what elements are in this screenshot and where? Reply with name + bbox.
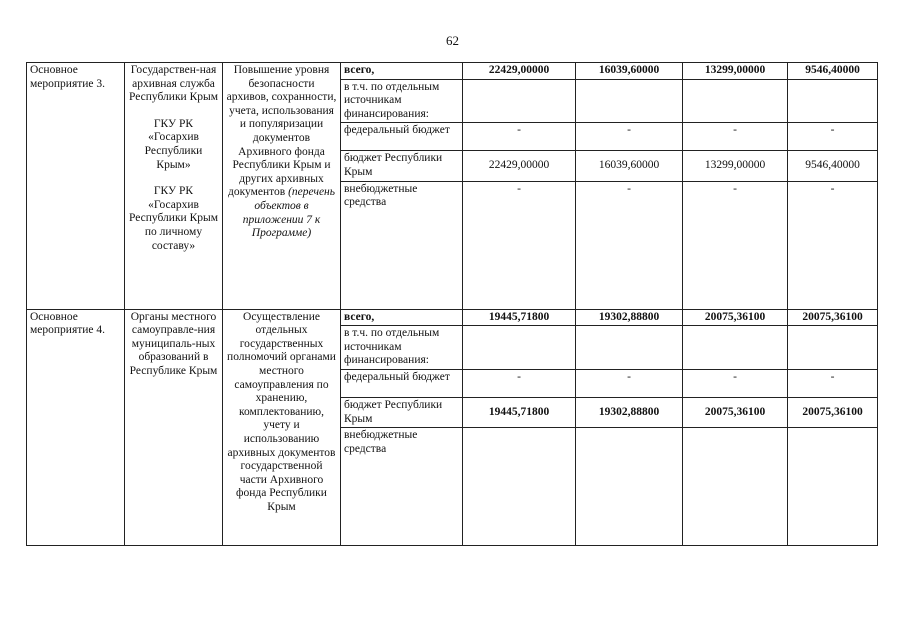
amount-cell: 16039,60000: [576, 151, 683, 181]
amount-cell: -: [683, 123, 788, 151]
amount-cell: [576, 79, 683, 123]
table-row: [27, 63, 878, 80]
amount-cell: [683, 326, 788, 370]
amount-cell: [576, 428, 683, 546]
amount-cell: -: [788, 369, 878, 397]
amount-cell: [683, 428, 788, 546]
description-cell: [223, 309, 341, 546]
amount-cell: -: [788, 181, 878, 309]
amount-cell: -: [683, 181, 788, 309]
amount-cell: [463, 79, 576, 123]
amount-cell: 20075,36100: [788, 397, 878, 427]
amount-cell: 16039,60000: [576, 63, 683, 80]
amount-cell: 13299,00000: [683, 151, 788, 181]
amount-cell: -: [463, 123, 576, 151]
executor-text: ГКУ РК «Госархив Республики Крым»: [144, 117, 203, 171]
executor-text: ГКУ РК «Госархив Республики Крым по личному составу»: [129, 185, 218, 252]
source-label: бюджет Республики Крым: [341, 151, 463, 181]
executors-cell: [125, 309, 223, 546]
amount-cell: 20075,36100: [788, 309, 878, 326]
source-label: федеральный бюджет: [341, 369, 463, 397]
description-cell: [223, 63, 341, 310]
amount-cell: -: [463, 181, 576, 309]
executor-text: Государствен-ная архивная служба Республики Крым: [129, 64, 218, 104]
amount-cell: [788, 79, 878, 123]
amount-cell: [788, 326, 878, 370]
amount-cell: 20075,36100: [683, 309, 788, 326]
source-label: бюджет Республики Крым: [341, 397, 463, 427]
source-label: всего,: [341, 63, 463, 80]
source-label: внебюджетные средства: [341, 428, 463, 546]
amount-cell: 19302,88800: [576, 309, 683, 326]
measure-name-cell: Основное мероприятие 4.: [27, 309, 125, 546]
source-label: в т.ч. по отдельным источникам финансирования:: [341, 326, 463, 370]
amount-cell: 19445,71800: [463, 397, 576, 427]
source-label: внебюджетные средства: [341, 181, 463, 309]
amount-cell: [576, 326, 683, 370]
amount-cell: [683, 79, 788, 123]
source-label: всего,: [341, 309, 463, 326]
description-note: (перечень объектов в приложении 7 к Программе): [242, 186, 335, 240]
source-label: федеральный бюджет: [341, 123, 463, 151]
amount-cell: 19302,88800: [576, 397, 683, 427]
amount-cell: -: [463, 369, 576, 397]
amount-cell: [463, 428, 576, 546]
financing-table: [26, 62, 878, 546]
amount-cell: -: [576, 123, 683, 151]
amount-cell: 19445,71800: [463, 309, 576, 326]
description-text: Повышение уровня безопасности архивов, сохранности, учета, использования и популяризации документов Архивного фонда Республики Крым и других архивных документов: [226, 64, 337, 199]
source-label: в т.ч. по отдельным источникам финансирования:: [341, 79, 463, 123]
amount-cell: -: [576, 369, 683, 397]
amount-cell: -: [683, 369, 788, 397]
executors-cell: [125, 63, 223, 310]
table-row: [27, 309, 878, 326]
amount-cell: 13299,00000: [683, 63, 788, 80]
amount-cell: 20075,36100: [683, 397, 788, 427]
amount-cell: [788, 428, 878, 546]
amount-cell: 22429,00000: [463, 63, 576, 80]
executor-text: Органы местного самоуправле-ния муниципаль-ных образований в Республике Крым: [129, 310, 218, 377]
amount-cell: -: [788, 123, 878, 151]
amount-cell: -: [576, 181, 683, 309]
amount-cell: 9546,40000: [788, 151, 878, 181]
amount-cell: [463, 326, 576, 370]
measure-name-cell: Основное мероприятие 3.: [27, 63, 125, 310]
amount-cell: 22429,00000: [463, 151, 576, 181]
page-number: 62: [446, 33, 459, 48]
description-text: Осуществление отдельных государственных полномочий органами местного самоуправления по хранению, комплектованию, учету и использованию архивных документов государственной части Архивного фонда Республики Крым: [227, 310, 336, 513]
amount-cell: 9546,40000: [788, 63, 878, 80]
